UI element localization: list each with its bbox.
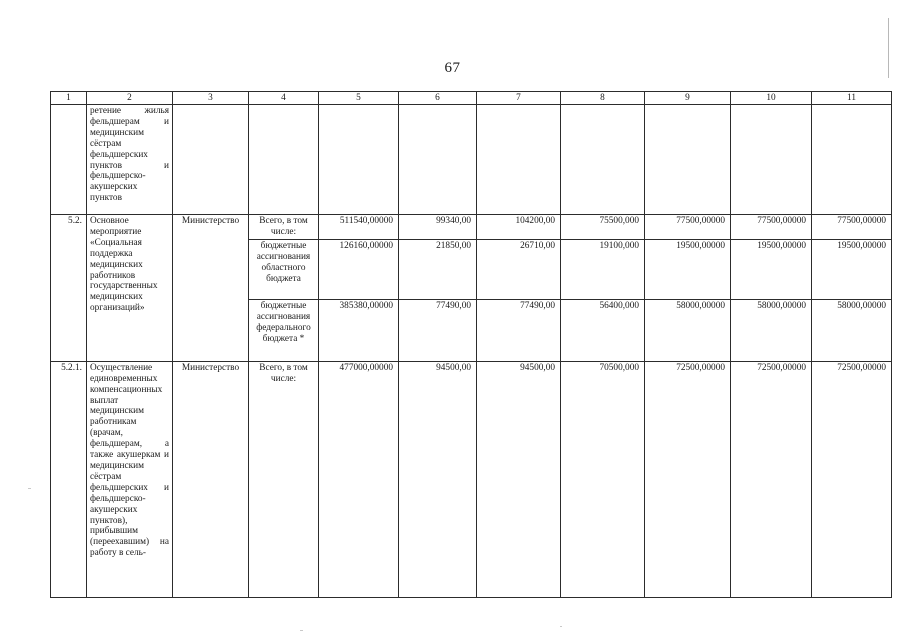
value-cell: 26710,00 (477, 239, 561, 299)
row-executor-5-2-1: Министерство (173, 361, 249, 597)
subrow-label-regional: бюджетные ассигнования областного бюджета (249, 239, 319, 299)
header-cell-5: 5 (319, 92, 399, 105)
scan-artifact (300, 630, 303, 631)
row-number-5-2-1: 5.2.1. (51, 361, 87, 597)
value-cell: 77490,00 (399, 299, 477, 361)
continuation-empty-10 (731, 105, 812, 215)
value-cell: 104200,00 (477, 215, 561, 240)
row-number-5-2: 5.2. (51, 215, 87, 362)
value-cell: 19500,00000 (731, 239, 812, 299)
header-cell-2: 2 (87, 92, 173, 105)
value-cell: 94500,00 (477, 361, 561, 597)
header-cell-11: 11 (812, 92, 892, 105)
subrow-label-total-5-2-1: Всего, в том числе: (249, 361, 319, 597)
page-number: 67 (444, 60, 461, 76)
scan-edge-line (888, 18, 889, 78)
header-cell-1: 1 (51, 92, 87, 105)
continuation-text: ретение жилья фельдшерам и медицинским сёстрам фельдшерских пунктов и фельдшерско-акушерских пунктов (87, 105, 173, 215)
value-cell: 94500,00 (399, 361, 477, 597)
value-cell: 58000,00000 (812, 299, 892, 361)
value-cell: 21850,00 (399, 239, 477, 299)
value-cell: 58000,00000 (645, 299, 731, 361)
table-row-5-2-1 (51, 361, 892, 597)
table-row-continuation (51, 105, 892, 215)
value-cell: 19100,000 (561, 239, 645, 299)
value-cell: 72500,00000 (645, 361, 731, 597)
subrow-label-federal: бюджетные ассигнования федерального бюджета * (249, 299, 319, 361)
row-name-5-2: Основное мероприятие «Социальная поддержка медицинских работников государственных медицинских организаций» (87, 215, 173, 362)
header-cell-10: 10 (731, 92, 812, 105)
value-cell: 77500,00000 (812, 215, 892, 240)
budget-table (50, 91, 892, 598)
value-cell: 99340,00 (399, 215, 477, 240)
value-cell: 19500,00000 (645, 239, 731, 299)
value-cell: 511540,00000 (319, 215, 399, 240)
header-cell-3: 3 (173, 92, 249, 105)
scan-artifact (560, 626, 562, 627)
header-cell-9: 9 (645, 92, 731, 105)
value-cell: 72500,00000 (812, 361, 892, 597)
value-cell: 19500,00000 (812, 239, 892, 299)
continuation-num-cell (51, 105, 87, 215)
header-cell-4: 4 (249, 92, 319, 105)
value-cell: 77500,00000 (645, 215, 731, 240)
value-cell: 126160,00000 (319, 239, 399, 299)
value-cell: 477000,00000 (319, 361, 399, 597)
subrow-label-total: Всего, в том числе: (249, 215, 319, 240)
continuation-empty-5 (319, 105, 399, 215)
value-cell: 70500,000 (561, 361, 645, 597)
continuation-empty-9 (645, 105, 731, 215)
table-header-row (51, 92, 892, 105)
continuation-empty-3 (173, 105, 249, 215)
table-row-5-2-total (51, 215, 892, 240)
row-executor-5-2: Министерство (173, 215, 249, 362)
continuation-empty-7 (477, 105, 561, 215)
scan-artifact (28, 488, 31, 489)
value-cell: 77490,00 (477, 299, 561, 361)
header-cell-8: 8 (561, 92, 645, 105)
header-cell-6: 6 (399, 92, 477, 105)
value-cell: 58000,00000 (731, 299, 812, 361)
continuation-empty-6 (399, 105, 477, 215)
value-cell: 77500,00000 (731, 215, 812, 240)
continuation-empty-4 (249, 105, 319, 215)
row-name-5-2-1: Осуществление единовременных компенсационных выплат медицинским работникам (врачам, фельдшерам, а также акушеркам и медицинским сёстрам фельдшерских и фельдшерско-акушерских пунктов), прибывшим (переехавшим) на работу в сель- (87, 361, 173, 597)
continuation-empty-11 (812, 105, 892, 215)
header-cell-7: 7 (477, 92, 561, 105)
continuation-empty-8 (561, 105, 645, 215)
value-cell: 72500,00000 (731, 361, 812, 597)
value-cell: 75500,000 (561, 215, 645, 240)
value-cell: 56400,000 (561, 299, 645, 361)
value-cell: 385380,00000 (319, 299, 399, 361)
